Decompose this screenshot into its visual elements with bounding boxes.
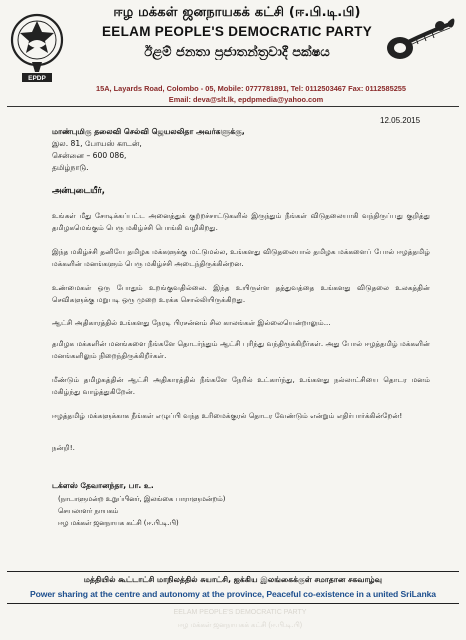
signatory-title: செயலாளர் நாயகம் xyxy=(58,507,119,515)
recipient-line: இல. 81, போயஸ் காடன், xyxy=(52,139,142,148)
letterhead-address: 15A, Layards Road, Colombo - 05, Mobile: 0777781891, Tel: 0112503467 Fax: 0112585255 xyxy=(96,84,407,93)
body-paragraph: ஈழத்தமிழ் மக்களுக்காக நீங்கள் எழுப்பி வந்த உரிமைக்குரல் தொடர வேண்டும் என்றும் எதிர்பார்க்கின்றேன்! xyxy=(52,411,403,420)
recipient-line: சென்னை – 600 086, xyxy=(52,151,127,160)
footer-slogan-tamil: மத்தியில் கூட்டாட்சி மாநிலத்தில் சுயாட்சி, ஐக்கிய இலங்கைக்குள் சமாதான சகவாழ்வு xyxy=(83,575,383,584)
letterhead-email: Email: deva@slt.lk, epdpmedia@yahoo.com xyxy=(168,95,324,104)
body-paragraph: உங்கள் மீது சோடிக்கப்பட்ட அனைத்துக் குற்றச்சாட்டுகளில் இருந்தும் நீங்கள் விடுதலையாகி வந்திருப்பது குறித்து தமிழகமெங்கும் பெரு மகிழ்ச்சி பொங்கி வழிகிறது. xyxy=(52,211,430,232)
signatory-title: ஈழ மக்கள் ஜனநாயக கட்சி (ஈ.பி.டி.பி) xyxy=(58,519,179,527)
recipient-block xyxy=(52,126,245,174)
body-paragraph: உண்மைகள் ஒரு போதும் உறங்குவதில்லை. இந்த உயிருள்ள தத்துவத்தை உங்களது விடுதலை உலகத்தின் செவிகளுக்கு மறுபடி ஒரு முறை உரக்க சொல்லியிருக்கிறது. xyxy=(52,283,430,304)
footer-slogan-english: Power sharing at the centre and autonomy at the province, Peaceful co-existence in a united SriLanka xyxy=(30,589,436,599)
recipient-line: தமிழ்நாடு. xyxy=(52,163,89,172)
body-paragraph: இந்த மகிழ்ச்சி தனியே தமிழக மக்களுக்கு மட்டுமல்ல, உங்களது விடுதலையால் தமிழக மக்களைப் போல் ஈழத்தமிழ் மக்களின் மனங்களும் பெரு மகிழ்ச்சி அடைந்திருக்கின்றன. xyxy=(52,247,430,268)
body-paragraph: தமிழக மக்களின் மனங்களை நீங்களே தொடர்ந்தும் ஆட்சி புரிந்து வந்திருக்கிறீர்கள். அது போல் ஈழத்தமிழ் மக்களின் மனங்களிலும் நிறைந்திருக்கிறீர்கள். xyxy=(52,339,430,360)
party-name-tamil: ஈழ மக்கள் ஜனநாயகக் கட்சி (ஈ.பி.டி.பி) xyxy=(113,5,361,20)
show-through-text: ஈழ மக்கள் ஜனநாயகக் கட்சி (ஈ.பி.டி.பி) xyxy=(177,622,303,629)
veena-icon xyxy=(384,12,460,62)
closing-thanks: நன்றி!. xyxy=(52,443,75,452)
letter-date: 12.05.2015 xyxy=(380,116,421,125)
salutation: அன்புடையீர், xyxy=(52,185,105,195)
show-through-text: EELAM PEOPLE'S DEMOCRATIC PARTY xyxy=(173,609,307,616)
body-paragraph: ஆட்சி அதிகாரத்தில் உங்களது நேரடி பிரசன்னம் சில காலங்கள் இல்லையென்றாலும்... xyxy=(52,318,331,327)
party-logo-icon xyxy=(8,6,66,86)
footer-divider xyxy=(7,571,459,572)
signatory-title: (நாடாளுமன்ற உறுப்பினர், இலங்கை பாராளுமன்றம்) xyxy=(58,495,226,503)
party-name-english: EELAM PEOPLE'S DEMOCRATIC PARTY xyxy=(101,24,373,39)
footer-divider xyxy=(7,603,459,604)
recipient-line: மாண்புமிகு தலைவி செல்வி ஜெயலலிதா அவர்களுக்கு, xyxy=(52,127,245,136)
party-name-sinhala: ඊළම් ජනතා ප්‍රජාතන්ත්‍රවාදී පක්ෂය xyxy=(144,45,330,60)
signatory-name: டக்ளஸ் தேவானந்தா, பா. உ. xyxy=(52,481,154,490)
body-paragraph: மீண்டும் தமிழகத்தின் ஆட்சி அதிகாரத்தில் நீங்களே நேரில் உட்கார்ந்து, உங்களது நல்லாட்சியை தொடர மனம் மகிழ்ந்து வாழ்த்துகிறேன். xyxy=(52,375,430,396)
logo-caption: EPDP xyxy=(28,75,46,83)
letterhead-divider xyxy=(7,106,459,107)
